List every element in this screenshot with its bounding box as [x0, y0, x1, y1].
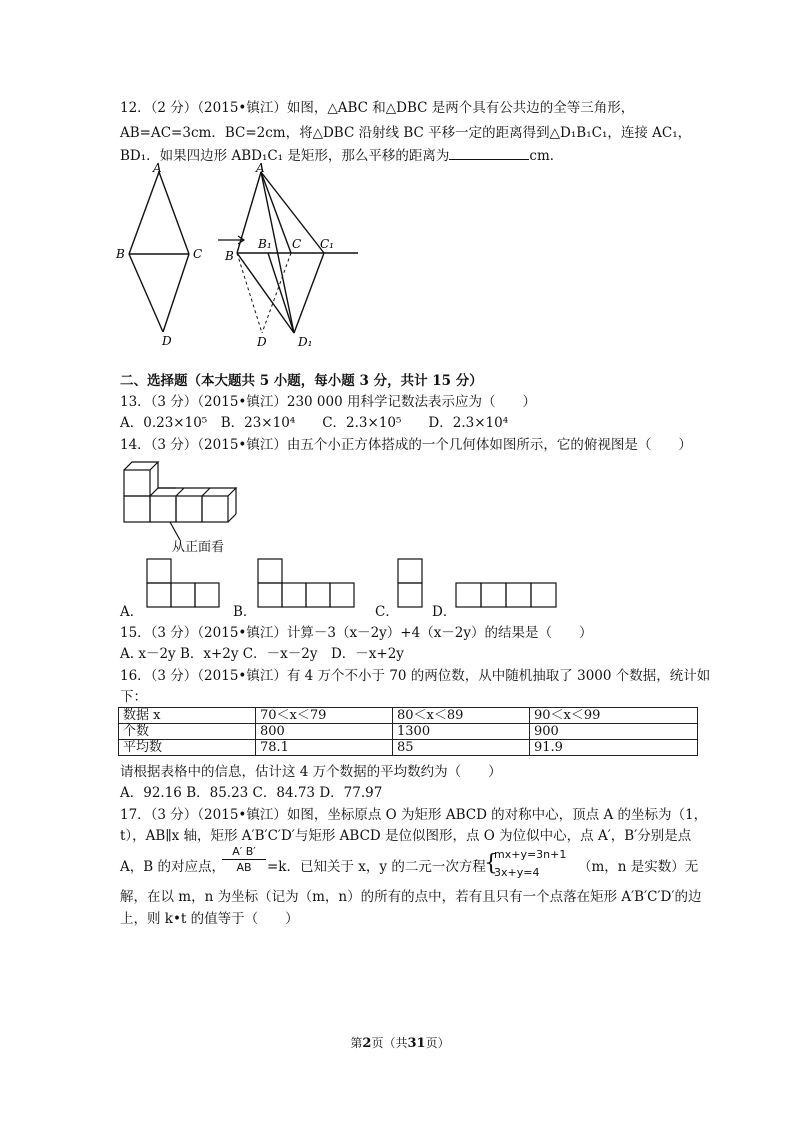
label-d1: D₁ [298, 335, 313, 349]
table-cell: 个数 [119, 724, 256, 740]
q14-option-b-figure [256, 557, 361, 612]
table-cell: 78.1 [256, 740, 393, 756]
label-b1: B₁ [258, 237, 272, 251]
page-footer [0, 1034, 800, 1051]
q14-option-c-label: C． [375, 604, 399, 620]
q16-options: A．92.16 B．85.23 C．84.73 D．77.97 [120, 785, 383, 801]
footer-suffix: 页） [425, 1036, 450, 1050]
q14-option-b-label: B． [233, 604, 257, 620]
q12-unit: cm． [529, 148, 564, 164]
table-cell: 1300 [393, 724, 530, 740]
q15-stem: 15．（3 分）（2015•镇江）计算－3（x－2y）+4（x－2y）的结果是（ ） [120, 625, 593, 641]
answer-blank [449, 145, 529, 160]
table-header-row [119, 708, 698, 724]
q17-line-3-a: A，B 的对应点， [120, 859, 225, 875]
q13-stem: 13．（3 分）（2015•镇江）230 000 用科学记数法表示应为（ ） [120, 394, 536, 410]
q16-ask: 请根据表格中的信息，估计这 4 万个数据的平均数约为（ ） [120, 764, 502, 780]
equation-1: mx+y=3n+1 [494, 848, 567, 861]
q12-line-2: AB=AC=3cm．BC=2cm，将△DBC 沿射线 BC 平移一定的距离得到△D₁B₁C₁，连接 AC₁， [120, 125, 692, 141]
fraction-numerator: A′ B′ [222, 844, 266, 860]
table-cell: 数据 x [119, 708, 256, 724]
q12-figure [110, 160, 370, 350]
label-b2: B [225, 249, 234, 263]
q14-option-d-label: D． [432, 604, 457, 620]
label-c2: C [292, 237, 302, 251]
q17-line-3-b: =k．已知关于 x，y 的二元一次方程 [267, 859, 486, 875]
table-cell: 91.9 [530, 740, 698, 756]
view-label: 从正面看 [172, 540, 225, 555]
footer-total-pages: 31 [407, 1036, 426, 1051]
equation-system [494, 846, 566, 882]
q12-line-3-text: BD₁．如果四边形 ABD₁C₁ 是矩形，那么平移的距离为 [120, 148, 450, 164]
q12-line-1: 12．（2 分）（2015•镇江）如图，△ABC 和△DBC 是两个具有公共边的全等三角形， [120, 100, 635, 116]
q17-line-2: t），AB∥x 轴，矩形 A′B′C′D′与矩形 ABCD 是位似图形，点 O 为位似中心，点 A′，B′分别是点 [120, 828, 692, 844]
brace-icon: { [484, 851, 498, 876]
fraction [222, 844, 266, 875]
q16-stem-1: 16．（3 分）（2015•镇江）有 4 万个不小于 70 的两位数，从中随机抽取了 3000 个数据，统计如 [120, 668, 711, 684]
q14-option-d-figure [454, 581, 560, 611]
table-cell: 900 [530, 724, 698, 740]
q16-stem-2: 下： [120, 689, 147, 705]
q17-line-1: 17．（3 分）（2015•镇江）如图，坐标原点 O 为矩形 ABCD 的对称中心，顶点 A 的坐标为（1， [120, 807, 708, 823]
label-c1: C₁ [320, 237, 334, 251]
translated-figure [237, 172, 358, 333]
table-cell: 90＜x＜99 [530, 708, 698, 724]
label-a: A [153, 161, 162, 175]
q14-option-a-label: A． [120, 604, 144, 620]
equation-2: 3x+y=4 [494, 866, 540, 879]
footer-page-number: 2 [362, 1036, 372, 1051]
label-d2: D [257, 335, 267, 349]
table-row [119, 740, 698, 756]
fraction-denominator: AB [236, 861, 252, 874]
q17-line-5: 上，则 k•t 的值等于（ ） [120, 911, 299, 927]
footer-mid: 页（共 [371, 1036, 408, 1050]
label-a2: A [256, 161, 265, 175]
label-b: B [116, 247, 125, 261]
section-title: 二、选择题（本大题共 5 小题，每小题 3 分，共计 15 分） [120, 373, 483, 389]
label-c: C [193, 247, 203, 261]
q14-stem: 14．（3 分）（2015•镇江）由五个小正方体搭成的一个几何体如图所示，它的俯视图是（ ） [120, 437, 692, 453]
footer-prefix: 第 [350, 1036, 363, 1050]
q14-option-a-figure [145, 557, 225, 612]
table-cell: 800 [256, 724, 393, 740]
table-row [119, 724, 698, 740]
label-d: D [162, 334, 172, 348]
q17-line-4: 解，在以 m，n 为坐标（记为（m，n）的所有的点中，若有且只有一个点落在矩形 A′B′C′D′的边 [120, 889, 702, 905]
table-cell: 85 [393, 740, 530, 756]
q14-option-c-figure [396, 557, 428, 612]
rhombus-abdc [129, 172, 189, 332]
table-cell: 70＜x＜79 [256, 708, 393, 724]
q16-data-table [118, 707, 698, 756]
table-cell: 80＜x＜89 [393, 708, 530, 724]
q17-line-3-c: （m，n 是实数）无 [578, 859, 699, 875]
table-cell: 平均数 [119, 740, 256, 756]
q15-options: A. x－2y B．x+2y C．－x－2y D．－x+2y [120, 646, 404, 662]
q13-options: A．0.23×10⁵ B．23×10⁴ C．2.3×10⁵ D．2.3×10⁴ [120, 415, 509, 431]
